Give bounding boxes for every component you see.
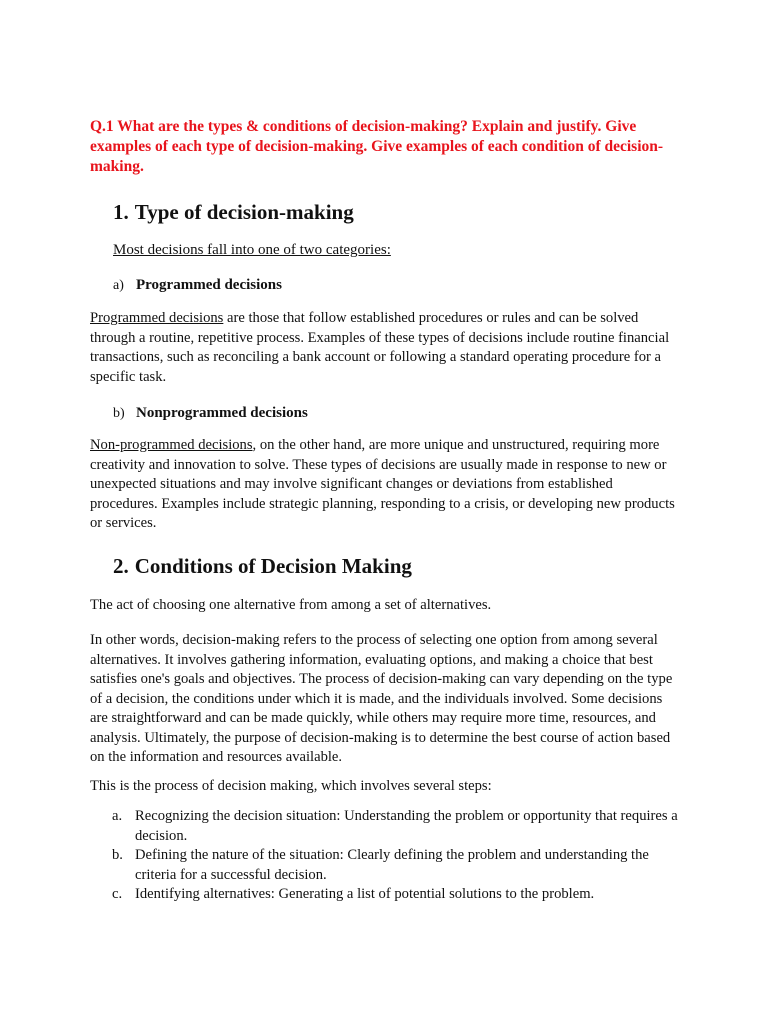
subheading-label: Nonprogrammed decisions — [136, 405, 308, 421]
section-number: 1. — [113, 200, 129, 224]
list-marker: c. — [112, 886, 123, 902]
question-text: Q.1 What are the types & conditions of decision-making? Explain and justify. Give examples of each type of decision-making. Give examples of each condition of decision-making. — [90, 118, 664, 175]
paragraph-body: are those that follow established procedures or rules and can be solved through a routine, repetitive process. Examples of these types of decisions include routine financial transactions, such as reconciling a bank account or following a standard operating procedure for a specific task. — [90, 310, 670, 385]
paragraph-body: , on the other hand, are more unique and unstructured, requiring more creativity and innovation to solve. These types of decisions are usually made in response to new or unexpected situations and may involve significant changes or deviations from established procedures. Examples include strategic planning, responding to a crisis, or developing new products or services. — [90, 437, 675, 531]
term-nonprogrammed: Non-programmed decisions — [90, 437, 253, 453]
section-heading-conditions — [113, 553, 412, 579]
paragraph-definition: The act of choosing one alternative from among a set of alternatives. — [90, 597, 492, 613]
subheading-nonprogrammed — [113, 403, 308, 424]
list-item — [90, 885, 690, 905]
list-letter: b) — [113, 406, 125, 421]
categories-intro: Most decisions fall into one of two categories: — [113, 242, 391, 258]
list-item — [90, 807, 690, 846]
section-number: 2. — [113, 554, 129, 578]
steps-list — [90, 807, 690, 905]
list-item-text: Defining the nature of the situation: Clearly defining the problem and understanding the criteria for a successful decision. — [135, 847, 649, 883]
section-title: Type of decision-making — [134, 200, 354, 224]
list-marker: a. — [112, 808, 123, 824]
section-heading-type — [113, 199, 354, 225]
subheading-programmed — [113, 275, 282, 296]
steps-intro: This is the process of decision making, which involves several steps: — [90, 778, 492, 794]
list-item — [90, 846, 690, 885]
paragraph-nonprogrammed — [90, 436, 680, 534]
list-item-text: Recognizing the decision situation: Understanding the problem or opportunity that requires a decision. — [135, 808, 678, 844]
paragraph-programmed — [90, 309, 680, 387]
term-programmed: Programmed decisions — [90, 310, 224, 326]
list-letter: a) — [113, 278, 124, 293]
paragraph-explanation: In other words, decision-making refers to the process of selecting one option from among several alternatives. It involves gathering information, evaluating options, and making a choice that best satisfies one's goals and objectives. The process of decision-making can vary depending on the type of a decision, the conditions under which it is made, and the individuals involved. Some decisions are straightforward and can be made quickly, while others may require more time, resources, and analysis. Ultimately, the purpose of decision-making is to determine the best course of action based on the information and resources available. — [90, 632, 673, 765]
list-item-text: Identifying alternatives: Generating a list of potential solutions to the problem. — [135, 886, 595, 902]
list-marker: b. — [112, 847, 123, 863]
subheading-label: Programmed decisions — [136, 277, 282, 293]
section-title: Conditions of Decision Making — [134, 554, 412, 578]
